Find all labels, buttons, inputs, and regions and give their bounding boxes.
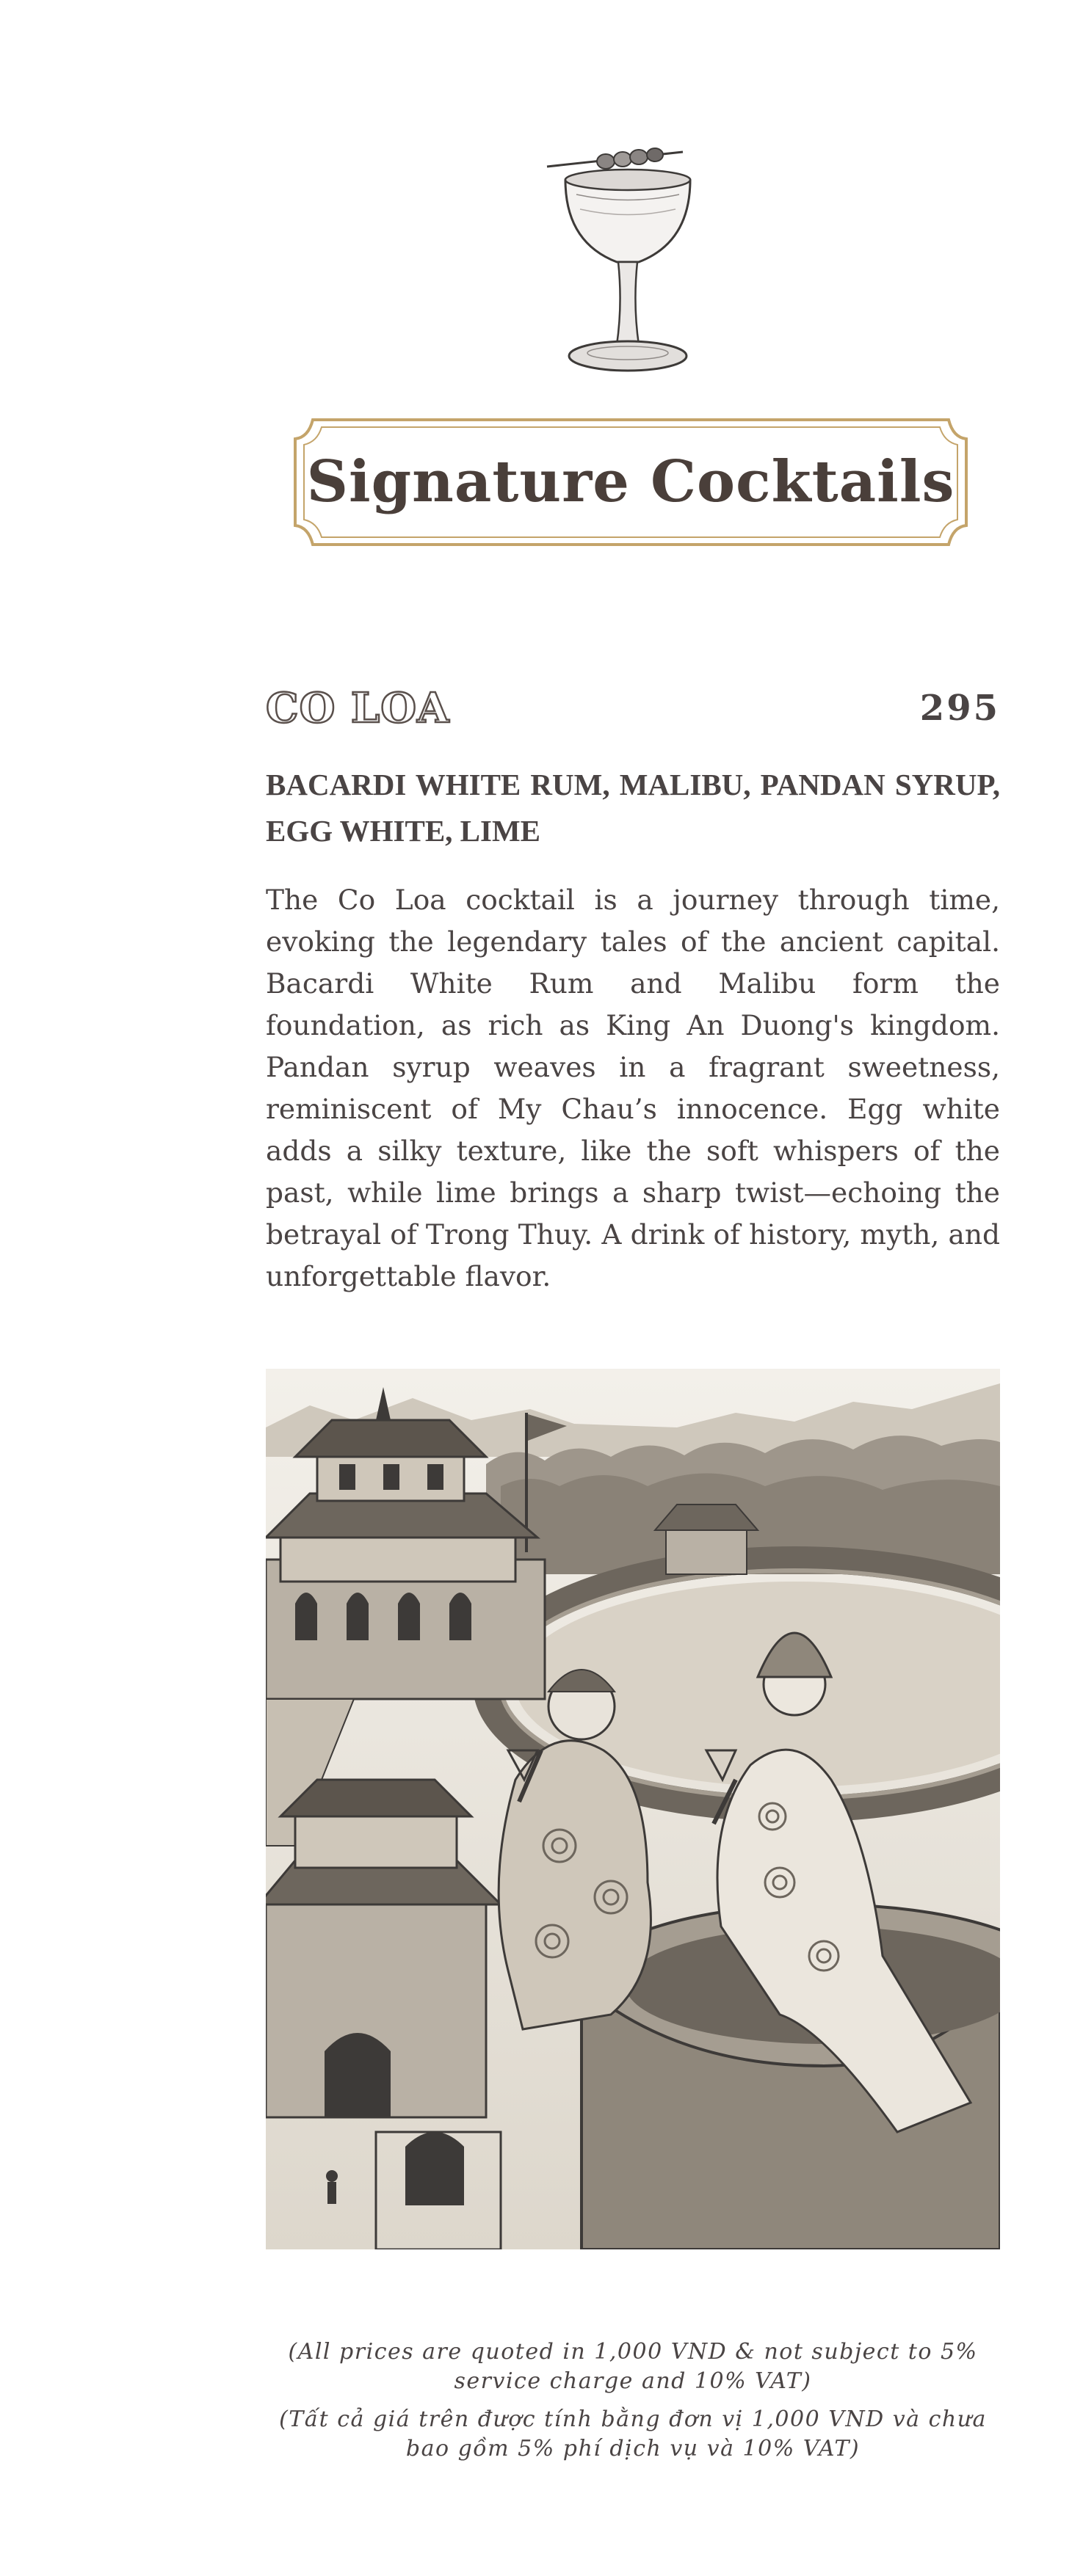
menu-item-header: [266, 679, 1000, 738]
price-note-english: (All prices are quoted in 1,000 VND & not subject to 5% service charge and 10% VAT): [288, 2339, 978, 2394]
page-title: Signature Cocktails: [306, 448, 955, 515]
price-note-vietnamese: (Tất cả giá trên được tính bằng đơn vị 1,000 VND và chưa bao gồm 5% phí dịch vụ và 10% VAT): [279, 2406, 987, 2462]
cocktail-glass-icon: [536, 136, 720, 400]
title-banner: [292, 417, 969, 547]
item-name: CO LOA: [266, 684, 450, 732]
item-description: The Co Loa cocktail is a journey through time, evoking the legendary tales of the ancient capital. Bacardi White Rum and Malibu form the foundation, as rich as King An Duong's kingdom. Pandan syrup weaves in a fragrant sweetness, reminiscent of My Chau’s innocence. Egg white adds a silky texture, like the soft whispers of the past, while lime brings a sharp twist—echoing the betrayal of Trong Thuy. A drink of history, myth, and unforgettable flavor.: [266, 884, 1000, 1292]
item-ingredients: BACARDI WHITE RUM, MALIBU, PANDAN SYRUP, EGG WHITE, LIME: [266, 768, 1000, 848]
co-loa-citadel-illustration: [266, 1369, 1000, 2249]
item-price: 295: [919, 688, 1000, 729]
price-notice: [266, 2337, 1000, 2473]
